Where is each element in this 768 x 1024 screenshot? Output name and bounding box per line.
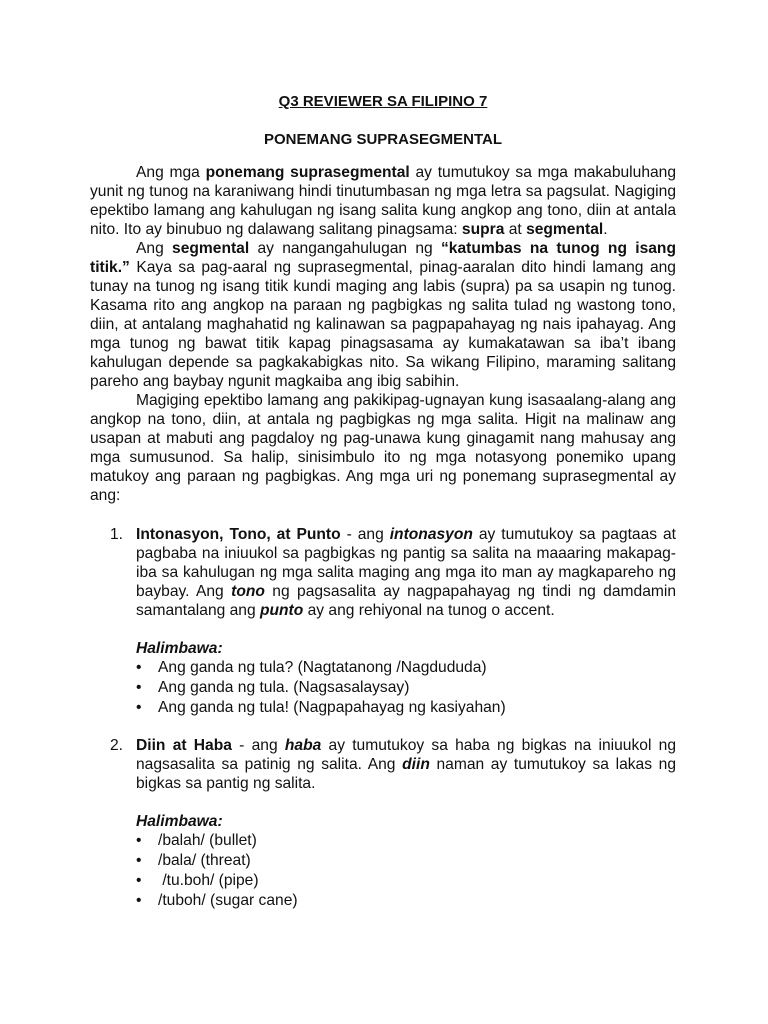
key-term: haba bbox=[284, 737, 322, 754]
example-text: Ang ganda ng tula! (Nagpapahayag ng kasiyahan) bbox=[158, 699, 506, 716]
example-text: Ang ganda ng tula. (Nagsasalaysay) bbox=[158, 679, 410, 696]
bold-term: “katumbas na tunog ng isang titik.” bbox=[90, 240, 676, 276]
text-run: Ang bbox=[136, 240, 173, 257]
bold-term: ponemang suprasegmental bbox=[205, 164, 410, 181]
text-run: at bbox=[504, 221, 527, 238]
bullet-icon: • bbox=[136, 892, 142, 909]
paragraph-types-intro: Magiging epektibo lamang ang pakikipag-ugnayan kung isasaalang-alang ang angkop na tono, diin, at antala ng pagbigkas ng mga salita. Higit na malinaw ang usapan at mabuti ang pagdaloy ng pag-unawa kung ginagamit nang mahusay ang mga sumusunod. Sa halip, sinisimbulo ito ng mga notasyong ponemiko upang matukoy ang paraan ng pagbigkas. Ang mga uri ng ponemang suprasegmental ay ang: bbox=[90, 392, 676, 504]
item-number: 1. bbox=[110, 526, 124, 543]
example-item bbox=[136, 871, 676, 891]
text-run: Kaya sa pag-aaral ng suprasegmental, pinag-aaralan dito hindi lamang ang tunay na tunog ng isang titik kundi maging ang labis (supra) pa sa usapin ng tunog. Kasama rito ang angkop na paraan ng pagbigkas ng salita tulad ng wastong tono, diin, at antalang maghahatid ng kalinawan sa pagpapahayag ng nais ipahayag. Ang mga tunog ng bawat titik kapag pinagsasama ay kumakatawan sa iba’t ibang kahulugan depende sa pagkakabigkas nito. Sa wikang Filipino, maraming salitang pareho ang baybay ngunit magkaiba ang ibig sabihin. bbox=[90, 259, 676, 390]
example-item bbox=[136, 678, 676, 698]
bold-term: segmental bbox=[172, 240, 250, 257]
example-item bbox=[136, 698, 676, 718]
key-term: punto bbox=[259, 602, 304, 619]
paragraph-intro bbox=[90, 163, 676, 239]
example-item bbox=[136, 831, 676, 851]
document-subtitle: PONEMANG SUPRASEGMENTAL bbox=[263, 131, 503, 148]
key-term: tono bbox=[231, 583, 265, 600]
key-term: intonasyon bbox=[389, 526, 473, 543]
text-run: Ang mga bbox=[136, 164, 206, 181]
text-run: ay nangangahulugan ng bbox=[249, 240, 441, 257]
example-item bbox=[136, 891, 676, 911]
text-run: . bbox=[603, 221, 608, 238]
item-number: 2. bbox=[110, 737, 124, 754]
example-text: /balah/ (bullet) bbox=[158, 832, 257, 849]
example-label: Halimbawa: bbox=[136, 640, 223, 657]
example-list bbox=[136, 658, 676, 718]
text-run: naman ay tumutukoy sa lakas ng bigkas sa pantig ng salita. bbox=[136, 756, 676, 792]
bold-term: segmental bbox=[526, 221, 604, 238]
item-description bbox=[136, 736, 676, 793]
text-run: ay tumutukoy sa mga makabuluhang yunit ng tunog na karaniwang hindi tinutumbasan ng mga letra sa pagsulat. Nagiging epektibo lamang ang kahulugan ng isang salita kung angkop ang tono, diin at antala nito. Ito ay binubuo ng dalawang salitang pinagsama: bbox=[90, 164, 677, 238]
bullet-icon: • bbox=[136, 699, 142, 716]
bullet-icon: • bbox=[136, 872, 142, 889]
text-run: - ang bbox=[231, 737, 285, 754]
bold-term: supra bbox=[461, 221, 505, 238]
text-run: ng pagsasalita ay nagpapahayag ng tindi ng damdamin samantalang ang bbox=[136, 583, 676, 619]
bullet-icon: • bbox=[136, 852, 142, 869]
item-heading: Intonasyon, Tono, at Punto bbox=[136, 526, 341, 543]
example-text: /tuboh/ (sugar cane) bbox=[158, 892, 298, 909]
text-run: - ang bbox=[340, 526, 390, 543]
example-text: /bala/ (threat) bbox=[158, 852, 251, 869]
document-title: Q3 REVIEWER SA FILIPINO 7 bbox=[278, 93, 488, 110]
text-run: ay tumutukoy sa haba ng bigkas na iniuukol ng nagsasalita sa patinig ng salita. Ang bbox=[136, 737, 676, 773]
bullet-icon: • bbox=[136, 679, 142, 696]
types-list bbox=[90, 525, 676, 911]
text-run: ay tumutukoy sa pagtaas at pagbaba na iniuukol sa pagbigkas ng pantig sa salita na maaaring makapag-iba sa kahulugan ng mga salita maging ang mga ito man ay magkapareho ng baybay. Ang bbox=[136, 526, 676, 600]
bullet-icon: • bbox=[136, 832, 142, 849]
item-description bbox=[136, 525, 676, 620]
example-item bbox=[136, 658, 676, 678]
example-text: /tu.boh/ (pipe) bbox=[158, 872, 259, 889]
bullet-icon: • bbox=[136, 659, 142, 676]
example-item bbox=[136, 851, 676, 871]
list-item-diin-haba bbox=[90, 736, 676, 911]
text-run: ay ang rehiyonal na tunog o accent. bbox=[303, 602, 555, 619]
example-text: Ang ganda ng tula? (Nagtatanong /Nagdududa) bbox=[158, 659, 487, 676]
paragraph-segmental bbox=[90, 239, 676, 391]
item-heading: Diin at Haba bbox=[136, 737, 232, 754]
example-label: Halimbawa: bbox=[136, 813, 223, 830]
example-list bbox=[136, 831, 676, 911]
key-term: diin bbox=[402, 756, 430, 773]
list-item-intonasyon bbox=[90, 525, 676, 718]
